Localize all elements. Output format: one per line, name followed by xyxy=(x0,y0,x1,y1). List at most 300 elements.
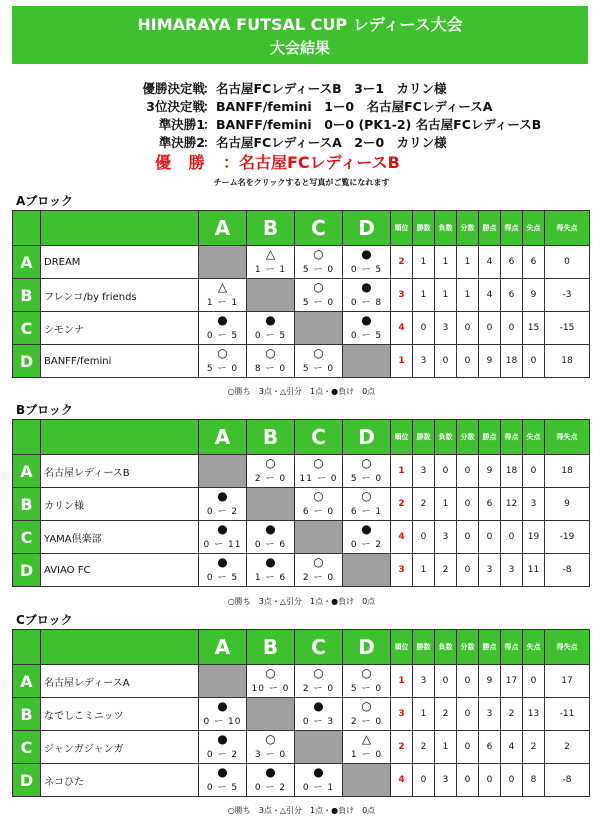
team-rank: 4 xyxy=(391,764,413,797)
match-result-cell xyxy=(343,665,391,698)
column-header-b: B xyxy=(247,420,295,455)
team-stat: 1 xyxy=(413,698,435,731)
team-row xyxy=(13,279,590,312)
team-stat: 0 xyxy=(435,345,457,378)
team-row xyxy=(13,665,590,698)
match-score: 5 ー 0 xyxy=(350,684,383,694)
team-stat: 3 xyxy=(523,488,545,521)
result-mark-icon: ○ xyxy=(265,666,276,680)
summary-colon: ： xyxy=(203,135,216,150)
team-stat: 19 xyxy=(523,521,545,554)
summary-label-text: 優勝決定戦 xyxy=(142,81,205,96)
result-mark-icon: ● xyxy=(217,699,228,713)
match-result-cell xyxy=(295,345,343,378)
match-score: 6 ー 1 xyxy=(350,507,383,517)
match-score: 0 ー 5 xyxy=(254,331,287,341)
match-result xyxy=(199,554,246,586)
team-name-link[interactable]: なでしこミニッツ xyxy=(41,698,199,731)
result-mark-icon: ● xyxy=(217,765,228,779)
summary-result: BANFF/femini 1ー0 名古屋FCレディースA xyxy=(216,99,493,114)
team-letter: A xyxy=(13,246,41,279)
team-stat: 4 xyxy=(479,279,501,312)
column-header-b: B xyxy=(247,211,295,246)
team-stat: 0 xyxy=(457,665,479,698)
match-result xyxy=(199,731,246,763)
match-result-cell xyxy=(343,731,391,764)
self-match-cell xyxy=(199,455,247,488)
team-stat: 6 xyxy=(479,731,501,764)
team-stat: 9 xyxy=(479,455,501,488)
match-result-cell xyxy=(295,665,343,698)
team-name-link[interactable]: シモンナ xyxy=(41,312,199,345)
team-row xyxy=(13,764,590,797)
summary-result: 名古屋FCレディースB 3ー1 カリン様 xyxy=(216,81,447,96)
team-stat: 3 xyxy=(413,345,435,378)
match-result-cell xyxy=(343,246,391,279)
team-stat: 18 xyxy=(501,345,523,378)
team-stat: 3 xyxy=(435,521,457,554)
match-score: 0 ー 5 xyxy=(206,331,239,341)
team-letter: C xyxy=(13,731,41,764)
block-title: Cブロック xyxy=(16,613,73,627)
team-stat: 0 xyxy=(545,246,590,279)
match-result-cell xyxy=(199,521,247,554)
team-row xyxy=(13,488,590,521)
team-stat: -15 xyxy=(545,312,590,345)
team-name-link[interactable]: DREAM xyxy=(41,246,199,279)
team-letter: B xyxy=(13,279,41,312)
team-stat: 4 xyxy=(501,731,523,764)
header-team-col xyxy=(41,211,199,246)
team-name-link[interactable]: ジャンガジャンガ xyxy=(41,731,199,764)
team-name-link[interactable]: AVIAO FC xyxy=(41,554,199,587)
match-result-cell xyxy=(295,488,343,521)
team-stat: 6 xyxy=(523,246,545,279)
match-result xyxy=(199,488,246,520)
match-result-cell xyxy=(247,521,295,554)
result-mark-icon: ● xyxy=(361,280,372,294)
team-stat: 0 xyxy=(479,521,501,554)
self-match-cell xyxy=(247,698,295,731)
team-letter: D xyxy=(13,764,41,797)
team-row xyxy=(13,246,590,279)
match-result xyxy=(343,455,390,487)
team-name-link[interactable]: BANFF/femini xyxy=(41,345,199,378)
team-stat: 4 xyxy=(479,246,501,279)
result-mark-icon: ● xyxy=(217,555,228,569)
result-mark-icon: ● xyxy=(313,699,324,713)
team-stat: 1 xyxy=(435,279,457,312)
team-row xyxy=(13,521,590,554)
match-score: 0 ー 2 xyxy=(206,507,239,517)
team-stat: 0 xyxy=(457,521,479,554)
photo-note: チーム名をクリックすると写真がご覧になれます xyxy=(213,178,390,187)
stat-header: 負数 xyxy=(435,420,457,455)
team-stat: 9 xyxy=(479,345,501,378)
match-result-cell xyxy=(199,764,247,797)
match-result-cell xyxy=(247,764,295,797)
match-score: 5 ー 0 xyxy=(350,474,383,484)
team-stat: 15 xyxy=(523,312,545,345)
match-result-cell xyxy=(295,764,343,797)
match-result-cell xyxy=(343,455,391,488)
team-stat: 2 xyxy=(545,731,590,764)
stat-header: 分数 xyxy=(457,420,479,455)
stat-header: 得点 xyxy=(501,630,523,665)
match-score: 1 ー 6 xyxy=(254,573,287,583)
team-stat: -8 xyxy=(545,554,590,587)
stat-header: 勝数 xyxy=(413,211,435,246)
team-stat: 9 xyxy=(479,665,501,698)
team-row xyxy=(13,345,590,378)
team-rank: 2 xyxy=(391,731,413,764)
column-header-d: D xyxy=(343,211,391,246)
team-stat: 0 xyxy=(501,312,523,345)
match-score: 0 ー 3 xyxy=(302,717,335,727)
team-name-link[interactable]: ネコひた xyxy=(41,764,199,797)
team-stat: 0 xyxy=(501,764,523,797)
result-mark-icon: ● xyxy=(217,489,228,503)
match-score: 0 ー 5 xyxy=(206,573,239,583)
team-rank: 4 xyxy=(391,312,413,345)
team-stat: 0 xyxy=(457,488,479,521)
team-stat: 0 xyxy=(523,665,545,698)
match-score: 0 ー 5 xyxy=(350,331,383,341)
team-stat: -3 xyxy=(545,279,590,312)
result-mark-icon: ● xyxy=(265,313,276,327)
team-name-link[interactable]: YAMA倶楽部 xyxy=(41,521,199,554)
match-result xyxy=(247,246,294,278)
stat-header: 順位 xyxy=(391,630,413,665)
match-result xyxy=(247,345,294,377)
team-rank: 1 xyxy=(391,665,413,698)
match-score: 1 ー 1 xyxy=(254,265,287,275)
team-stat: 17 xyxy=(545,665,590,698)
match-result xyxy=(247,665,294,697)
match-score: 5 ー 0 xyxy=(302,265,335,275)
header-team-col xyxy=(41,420,199,455)
result-mark-icon: ● xyxy=(265,765,276,779)
team-stat: 0 xyxy=(435,455,457,488)
self-match-cell xyxy=(199,665,247,698)
header-corner xyxy=(13,420,41,455)
team-row xyxy=(13,312,590,345)
team-stat: 0 xyxy=(457,312,479,345)
page-title: HIMARAYA FUTSAL CUP レディース大会 xyxy=(137,15,463,34)
result-mark-icon: ○ xyxy=(265,456,276,470)
summary-label-text: 3位決定戦 xyxy=(146,99,205,114)
match-result xyxy=(247,731,294,763)
stat-header: 勝点 xyxy=(479,211,501,246)
match-result xyxy=(295,698,342,730)
result-mark-icon: ○ xyxy=(313,280,324,294)
team-stat: 3 xyxy=(413,665,435,698)
column-header-b: B xyxy=(247,630,295,665)
team-rank: 3 xyxy=(391,554,413,587)
team-stat: 0 xyxy=(479,312,501,345)
stat-header: 勝数 xyxy=(413,630,435,665)
team-stat: 0 xyxy=(523,345,545,378)
match-result xyxy=(247,554,294,586)
match-score: 0 ー 1 xyxy=(302,783,335,793)
match-score: 2 ー 0 xyxy=(302,684,335,694)
column-header-d: D xyxy=(343,630,391,665)
team-name-link[interactable]: フレンコ/by friends xyxy=(41,279,199,312)
team-stat: 2 xyxy=(523,731,545,764)
result-mark-icon: ○ xyxy=(265,732,276,746)
team-rank: 2 xyxy=(391,246,413,279)
team-stat: 3 xyxy=(479,554,501,587)
match-result-cell xyxy=(199,554,247,587)
self-match-cell xyxy=(343,554,391,587)
winner-label: 優 勝 xyxy=(155,153,211,172)
match-result-cell xyxy=(247,246,295,279)
team-name-link[interactable]: カリン様 xyxy=(41,488,199,521)
match-result-cell xyxy=(199,312,247,345)
match-score: 0 ー 2 xyxy=(206,750,239,760)
match-score: 0 ー 6 xyxy=(254,540,287,550)
team-stat: 0 xyxy=(413,764,435,797)
team-stat: 0 xyxy=(523,455,545,488)
team-rank: 3 xyxy=(391,279,413,312)
match-score: 0 ー 11 xyxy=(203,540,242,550)
stat-header: 失点 xyxy=(523,211,545,246)
match-score: 1 ー 0 xyxy=(350,750,383,760)
team-letter: A xyxy=(13,455,41,488)
result-mark-icon: ○ xyxy=(361,456,372,470)
team-rank: 4 xyxy=(391,521,413,554)
column-header-a: A xyxy=(199,630,247,665)
team-stat: 0 xyxy=(457,764,479,797)
match-score: 5 ー 0 xyxy=(302,298,335,308)
team-stat: 13 xyxy=(523,698,545,731)
result-mark-icon: ● xyxy=(217,313,228,327)
match-result-cell xyxy=(199,345,247,378)
match-result-cell xyxy=(343,312,391,345)
team-stat: -8 xyxy=(545,764,590,797)
team-stat: 1 xyxy=(435,731,457,764)
result-mark-icon: ○ xyxy=(361,666,372,680)
header-row xyxy=(13,420,590,455)
match-score: 5 ー 0 xyxy=(302,364,335,374)
team-stat: 1 xyxy=(435,488,457,521)
team-stat: 2 xyxy=(413,488,435,521)
stat-header: 得点 xyxy=(501,420,523,455)
match-result xyxy=(295,345,342,377)
team-stat: 9 xyxy=(523,279,545,312)
stat-header: 負数 xyxy=(435,211,457,246)
result-mark-icon: ● xyxy=(265,522,276,536)
self-match-cell xyxy=(295,731,343,764)
result-mark-icon: ● xyxy=(361,247,372,261)
team-stat: 2 xyxy=(435,698,457,731)
points-legend: ○勝ち 3点・△引分 1点・●負け 0点 xyxy=(227,806,376,815)
team-rank: 1 xyxy=(391,455,413,488)
match-score: 3 ー 0 xyxy=(254,750,287,760)
team-stat: 2 xyxy=(435,554,457,587)
team-stat: 0 xyxy=(413,312,435,345)
match-result-cell xyxy=(247,665,295,698)
result-mark-icon: ○ xyxy=(313,489,324,503)
match-score: 10 ー 0 xyxy=(251,684,290,694)
team-letter: D xyxy=(13,345,41,378)
page-subtitle: 大会結果 xyxy=(269,39,330,57)
match-result xyxy=(343,665,390,697)
team-stat: 1 xyxy=(435,246,457,279)
match-result xyxy=(343,521,390,553)
match-result xyxy=(343,731,390,763)
result-mark-icon: ○ xyxy=(313,247,324,261)
header-banner xyxy=(12,6,588,64)
result-mark-icon: ● xyxy=(217,522,228,536)
team-stat: 0 xyxy=(457,455,479,488)
points-legend: ○勝ち 3点・△引分 1点・●負け 0点 xyxy=(227,597,376,606)
column-header-c: C xyxy=(295,420,343,455)
match-result xyxy=(295,488,342,520)
result-mark-icon: ○ xyxy=(313,555,324,569)
stat-header: 順位 xyxy=(391,211,413,246)
team-row xyxy=(13,455,590,488)
team-stat: 0 xyxy=(457,731,479,764)
result-mark-icon: ● xyxy=(361,522,372,536)
stat-header: 得失点 xyxy=(545,211,590,246)
team-stat: 0 xyxy=(479,764,501,797)
team-letter: C xyxy=(13,521,41,554)
team-stat: 0 xyxy=(457,345,479,378)
match-result-cell xyxy=(199,488,247,521)
team-name-link[interactable]: 名古屋レディースB xyxy=(41,455,199,488)
team-stat: 1 xyxy=(413,279,435,312)
match-result-cell xyxy=(199,731,247,764)
match-score: 0 ー 8 xyxy=(350,298,383,308)
team-stat: 1 xyxy=(413,246,435,279)
self-match-cell xyxy=(295,521,343,554)
team-stat: 0 xyxy=(413,521,435,554)
result-mark-icon: ○ xyxy=(313,456,324,470)
match-result xyxy=(343,488,390,520)
match-score: 1 ー 1 xyxy=(206,298,239,308)
team-rank: 1 xyxy=(391,345,413,378)
summary-colon: ： xyxy=(203,81,216,96)
team-letter: D xyxy=(13,554,41,587)
match-result xyxy=(247,312,294,344)
match-result xyxy=(343,246,390,278)
match-result-cell xyxy=(247,731,295,764)
match-result-cell xyxy=(343,279,391,312)
match-result xyxy=(343,698,390,730)
team-stat: 2 xyxy=(501,698,523,731)
team-stat: 17 xyxy=(501,665,523,698)
team-stat: 6 xyxy=(479,488,501,521)
match-score: 5 ー 0 xyxy=(206,364,239,374)
result-mark-icon: △ xyxy=(265,247,276,261)
result-mark-icon: ○ xyxy=(265,346,276,360)
summary-colon: ： xyxy=(203,99,216,114)
team-stat: 1 xyxy=(457,246,479,279)
self-match-cell xyxy=(343,764,391,797)
match-result xyxy=(199,312,246,344)
match-score: 2 ー 0 xyxy=(254,474,287,484)
result-mark-icon: ○ xyxy=(361,489,372,503)
team-stat: 9 xyxy=(545,488,590,521)
match-result xyxy=(247,455,294,487)
match-score: 11 ー 0 xyxy=(299,474,338,484)
match-result xyxy=(247,764,294,796)
match-result-cell xyxy=(247,312,295,345)
result-mark-icon: ○ xyxy=(313,666,324,680)
match-result xyxy=(295,554,342,586)
stat-header: 勝数 xyxy=(413,420,435,455)
header-row xyxy=(13,630,590,665)
column-header-a: A xyxy=(199,211,247,246)
match-score: 0 ー 2 xyxy=(350,540,383,550)
team-name-link[interactable]: 名古屋レディースA xyxy=(41,665,199,698)
team-stat: 1 xyxy=(413,554,435,587)
match-result xyxy=(199,764,246,796)
column-header-c: C xyxy=(295,211,343,246)
match-result-cell xyxy=(295,554,343,587)
team-stat: 3 xyxy=(413,455,435,488)
self-match-cell xyxy=(247,279,295,312)
result-mark-icon: ● xyxy=(361,313,372,327)
team-rank: 2 xyxy=(391,488,413,521)
match-result xyxy=(295,455,342,487)
header-corner xyxy=(13,211,41,246)
match-result-cell xyxy=(343,698,391,731)
team-stat: 1 xyxy=(457,279,479,312)
match-result xyxy=(295,764,342,796)
result-mark-icon: ○ xyxy=(217,346,228,360)
column-header-d: D xyxy=(343,420,391,455)
stat-header: 勝点 xyxy=(479,420,501,455)
team-stat: 11 xyxy=(523,554,545,587)
stat-header: 失点 xyxy=(523,420,545,455)
team-row xyxy=(13,731,590,764)
summary-result: 名古屋FCレディースA 2ー0 カリン様 xyxy=(216,135,447,150)
match-result xyxy=(199,279,246,311)
match-result-cell xyxy=(247,345,295,378)
header-corner xyxy=(13,630,41,665)
match-result xyxy=(343,279,390,311)
team-stat: -11 xyxy=(545,698,590,731)
match-result xyxy=(295,279,342,311)
match-result-cell xyxy=(343,488,391,521)
result-mark-icon: ● xyxy=(265,555,276,569)
match-score: 0 ー 10 xyxy=(203,717,242,727)
points-legend: ○勝ち 3点・△引分 1点・●負け 0点 xyxy=(227,387,376,396)
team-stat: 0 xyxy=(457,698,479,731)
match-score: 8 ー 0 xyxy=(254,364,287,374)
team-stat: 6 xyxy=(501,246,523,279)
column-header-a: A xyxy=(199,420,247,455)
match-result-cell xyxy=(295,698,343,731)
match-score: 2 ー 0 xyxy=(302,573,335,583)
league-table xyxy=(12,419,590,587)
league-table xyxy=(12,210,590,378)
stat-header: 分数 xyxy=(457,630,479,665)
team-letter: B xyxy=(13,488,41,521)
team-rank: 3 xyxy=(391,698,413,731)
self-match-cell xyxy=(295,312,343,345)
match-result-cell xyxy=(343,521,391,554)
team-stat: 2 xyxy=(413,731,435,764)
team-letter: C xyxy=(13,312,41,345)
match-result xyxy=(199,521,246,553)
team-stat: 3 xyxy=(435,764,457,797)
match-result xyxy=(199,345,246,377)
match-result xyxy=(295,665,342,697)
summary-label-text: 準決勝2 xyxy=(158,135,205,150)
